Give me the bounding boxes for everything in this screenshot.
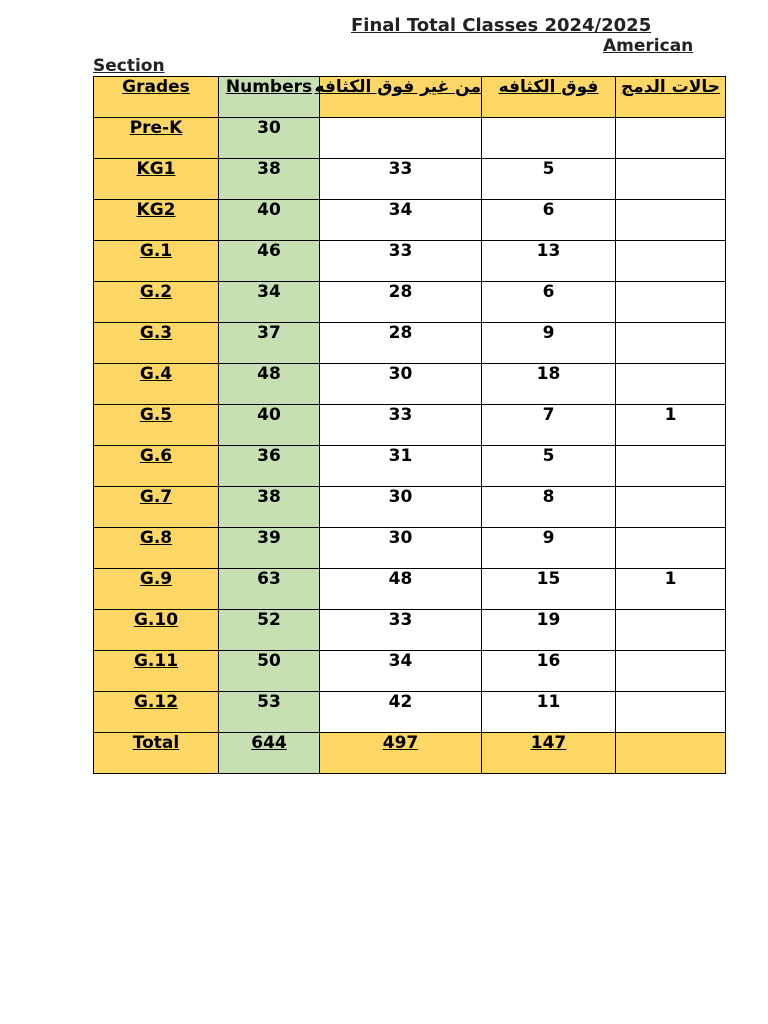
- non-over-density-cell: 28: [320, 323, 482, 364]
- non-over-density-cell: 30: [320, 364, 482, 405]
- grade-cell: G.1: [94, 241, 219, 282]
- integration-cell: [616, 159, 726, 200]
- grade-cell: KG2: [94, 200, 219, 241]
- table-row: [94, 651, 726, 692]
- table-row: [94, 241, 726, 282]
- header-integration-cases: حالات الدمج: [616, 77, 726, 118]
- non-over-density-cell: 34: [320, 200, 482, 241]
- header-numbers: Numbers: [219, 77, 320, 118]
- numbers-cell: 38: [219, 159, 320, 200]
- over-density-cell: 6: [482, 282, 616, 323]
- non-over-density-cell: [320, 118, 482, 159]
- grade-cell: KG1: [94, 159, 219, 200]
- total-over-density: 147: [482, 733, 616, 774]
- grade-cell: G.12: [94, 692, 219, 733]
- integration-cell: [616, 323, 726, 364]
- numbers-cell: 37: [219, 323, 320, 364]
- over-density-cell: 8: [482, 487, 616, 528]
- table-row: [94, 118, 726, 159]
- header-grades: Grades: [94, 77, 219, 118]
- over-density-cell: 5: [482, 446, 616, 487]
- numbers-cell: 36: [219, 446, 320, 487]
- non-over-density-cell: 30: [320, 528, 482, 569]
- numbers-cell: 30: [219, 118, 320, 159]
- table-row: [94, 405, 726, 446]
- over-density-cell: 15: [482, 569, 616, 610]
- integration-cell: [616, 528, 726, 569]
- numbers-cell: 39: [219, 528, 320, 569]
- non-over-density-cell: 48: [320, 569, 482, 610]
- integration-cell: [616, 651, 726, 692]
- total-row: [94, 733, 726, 774]
- integration-cell: [616, 241, 726, 282]
- integration-cell: 1: [616, 569, 726, 610]
- over-density-cell: [482, 118, 616, 159]
- header-over-density: فوق الكثافه: [482, 77, 616, 118]
- section-label: Section: [93, 56, 165, 76]
- total-label: Total: [94, 733, 219, 774]
- non-over-density-cell: 33: [320, 610, 482, 651]
- grade-cell: G.7: [94, 487, 219, 528]
- table-row: [94, 200, 726, 241]
- non-over-density-cell: 42: [320, 692, 482, 733]
- table-row: [94, 487, 726, 528]
- numbers-cell: 63: [219, 569, 320, 610]
- table-row: [94, 323, 726, 364]
- over-density-cell: 11: [482, 692, 616, 733]
- grade-cell: G.10: [94, 610, 219, 651]
- integration-cell: [616, 446, 726, 487]
- numbers-cell: 40: [219, 405, 320, 446]
- grade-cell: G.6: [94, 446, 219, 487]
- integration-cell: [616, 200, 726, 241]
- integration-cell: [616, 118, 726, 159]
- grade-cell: G.11: [94, 651, 219, 692]
- over-density-cell: 13: [482, 241, 616, 282]
- numbers-cell: 52: [219, 610, 320, 651]
- header-row: [94, 77, 726, 118]
- integration-cell: [616, 487, 726, 528]
- grade-cell: G.4: [94, 364, 219, 405]
- numbers-cell: 46: [219, 241, 320, 282]
- document-title: Final Total Classes 2024/2025: [351, 15, 652, 36]
- numbers-cell: 40: [219, 200, 320, 241]
- integration-cell: [616, 692, 726, 733]
- table-row: [94, 159, 726, 200]
- over-density-cell: 5: [482, 159, 616, 200]
- over-density-cell: 6: [482, 200, 616, 241]
- grade-cell: G.8: [94, 528, 219, 569]
- integration-cell: [616, 364, 726, 405]
- numbers-cell: 34: [219, 282, 320, 323]
- table-row: [94, 446, 726, 487]
- grade-cell: G.9: [94, 569, 219, 610]
- grade-cell: G.3: [94, 323, 219, 364]
- over-density-cell: 19: [482, 610, 616, 651]
- over-density-cell: 9: [482, 528, 616, 569]
- non-over-density-cell: 33: [320, 241, 482, 282]
- total-numbers: 644: [219, 733, 320, 774]
- numbers-cell: 48: [219, 364, 320, 405]
- grade-cell: G.5: [94, 405, 219, 446]
- table-row: [94, 569, 726, 610]
- grade-cell: Pre-K: [94, 118, 219, 159]
- non-over-density-cell: 31: [320, 446, 482, 487]
- document-subtitle: American: [603, 36, 694, 56]
- header-non-over-density: من غير فوق الكثافه: [320, 77, 482, 118]
- over-density-cell: 9: [482, 323, 616, 364]
- non-over-density-cell: 28: [320, 282, 482, 323]
- numbers-cell: 38: [219, 487, 320, 528]
- table-row: [94, 364, 726, 405]
- non-over-density-cell: 34: [320, 651, 482, 692]
- total-non-over-density: 497: [320, 733, 482, 774]
- table-row: [94, 692, 726, 733]
- over-density-cell: 18: [482, 364, 616, 405]
- over-density-cell: 16: [482, 651, 616, 692]
- table-row: [94, 610, 726, 651]
- numbers-cell: 53: [219, 692, 320, 733]
- integration-cell: [616, 610, 726, 651]
- over-density-cell: 7: [482, 405, 616, 446]
- integration-cell: [616, 282, 726, 323]
- table-row: [94, 528, 726, 569]
- classes-table: [93, 76, 726, 774]
- numbers-cell: 50: [219, 651, 320, 692]
- table-row: [94, 282, 726, 323]
- non-over-density-cell: 33: [320, 405, 482, 446]
- integration-cell: 1: [616, 405, 726, 446]
- total-integration: [616, 733, 726, 774]
- grade-cell: G.2: [94, 282, 219, 323]
- non-over-density-cell: 30: [320, 487, 482, 528]
- non-over-density-cell: 33: [320, 159, 482, 200]
